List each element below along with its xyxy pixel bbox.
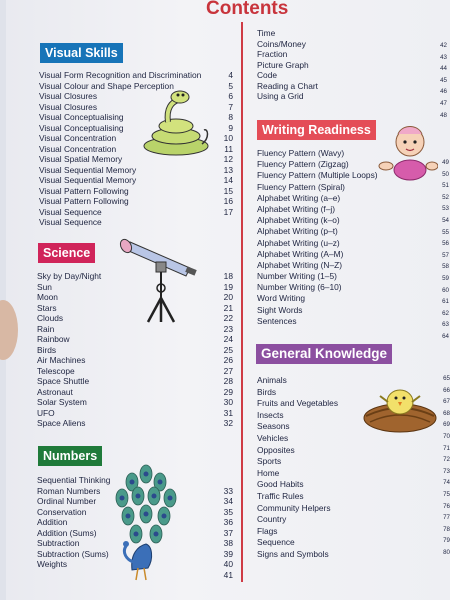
toc-entry-page: 54 xyxy=(442,216,449,224)
toc-entry-page: 62 xyxy=(442,309,449,317)
toc-entry-label: Conservation xyxy=(37,506,87,517)
toc-entry-label: Home xyxy=(257,467,280,478)
toc-entry-label: Fruits and Vegetables xyxy=(257,398,339,409)
toc-entry-page: 17 xyxy=(223,206,233,217)
section-header-visual-skills: Visual Skills xyxy=(40,43,123,63)
toc-entry-label: Alphabet Writing (N–Z) xyxy=(257,259,343,270)
toc-entry-page: 11 xyxy=(224,143,233,154)
toc-entry-page: 6 xyxy=(228,91,233,101)
toc-entry-label: Sentences xyxy=(257,315,297,326)
toc-entry-label: Number Writing (1–5) xyxy=(257,271,337,282)
telescope-icon xyxy=(116,238,204,326)
toc-entry-page: 80 xyxy=(443,548,450,556)
toc-entry-page: 74 xyxy=(443,479,450,487)
snake-icon xyxy=(138,88,216,158)
toc-entry-label: Visual Colour and Shape Perception xyxy=(39,80,174,91)
toc-entry-page: 4 xyxy=(228,70,233,80)
toc-entry-label: Visual Concentration xyxy=(39,143,117,154)
toc-entry-label: Alphabet Writing (A–M) xyxy=(257,248,344,259)
toc-entry-page: 9 xyxy=(228,122,233,133)
toc-entry-page: 77 xyxy=(443,514,450,522)
toc-entry-label: Subtraction (Sums) xyxy=(37,548,109,559)
toc-entry-label: Visual Pattern Following xyxy=(39,196,129,206)
toc-entry-label: Code xyxy=(257,70,278,80)
toc-entry xyxy=(37,366,233,377)
toc-entry-label: UFO xyxy=(37,407,55,418)
toc-entry-page: 72 xyxy=(443,456,450,464)
toc-entry-label: Fraction xyxy=(257,49,288,59)
toc-entry-label: Traffic Rules xyxy=(257,490,304,501)
toc-entry-label: Picture Graph xyxy=(257,59,309,70)
toc-entry-label: Sight Words xyxy=(257,304,303,315)
toc-entry-label: Addition xyxy=(37,517,68,527)
toc-entry-page: 60 xyxy=(442,286,449,294)
toc-entry-label: Visual Closures xyxy=(39,91,98,101)
toc-entry xyxy=(39,196,233,207)
toc-entry-page: 34 xyxy=(223,496,233,506)
toc-entry-label: Sequence xyxy=(257,537,295,548)
toc-entry-label: Ordinal Number xyxy=(37,496,97,506)
toc-entry-page: 37 xyxy=(223,527,233,538)
toc-entry-label: Alphabet Writing (f–j) xyxy=(257,203,336,214)
toc-entry-label: Space Aliens xyxy=(37,418,86,428)
contents-page xyxy=(6,0,450,600)
toc-entry-label: Sequential Thinking xyxy=(37,475,111,485)
toc-entry-page: 57 xyxy=(442,251,449,259)
toc-entry-label: Moon xyxy=(37,292,58,302)
toc-entry xyxy=(39,175,233,186)
toc-entry-page: 71 xyxy=(443,444,450,452)
toc-entry-page: 24 xyxy=(223,334,233,344)
toc-entry-label: Visual Conceptualising xyxy=(39,112,124,122)
toc-entry-page: 64 xyxy=(442,332,449,340)
toc-entry-label: Solar System xyxy=(37,397,87,407)
toc-entry-page: 38 xyxy=(223,538,233,548)
toc-entry-label: Seasons xyxy=(257,421,290,432)
toc-entry-label: Number Writing (6–10) xyxy=(257,282,342,293)
toc-entry-page: 79 xyxy=(443,537,450,545)
toc-entry-page: 51 xyxy=(442,182,449,190)
toc-entry-page: 21 xyxy=(223,302,233,313)
toc-entry-page: 33 xyxy=(223,485,233,496)
toc-entry xyxy=(37,397,233,408)
toc-entry xyxy=(39,165,233,176)
toc-entry-page: 66 xyxy=(443,386,450,394)
toc-entry xyxy=(37,355,233,366)
section-header-science: Science xyxy=(38,243,95,263)
toc-entry-page: 47 xyxy=(440,99,447,107)
toc-entry-label: Fluency Pattern (Wavy) xyxy=(257,148,345,158)
toc-entry-label: Alphabet Writing (k–o) xyxy=(257,215,340,226)
toc-entry-label: Roman Numbers xyxy=(37,485,101,496)
toc-entry-label: Sun xyxy=(37,281,52,292)
toc-entry-page: 44 xyxy=(440,65,447,73)
toc-entry-label: Coins/Money xyxy=(257,38,306,49)
toc-entry-page: 65 xyxy=(443,375,450,382)
toc-entry xyxy=(37,387,233,398)
toc-entry-page: 20 xyxy=(223,292,233,302)
toc-entry-label: Country xyxy=(257,514,287,525)
toc-entry-page: 41 xyxy=(223,569,233,580)
toc-entry-page: 22 xyxy=(223,313,233,323)
toc-entry-label: Time xyxy=(257,28,276,38)
toc-entry-page: 39 xyxy=(223,548,233,559)
toc-entry-label: Clouds xyxy=(37,313,64,323)
toc-entry-page: 63 xyxy=(442,321,449,329)
toc-entry-label: Flags xyxy=(257,525,278,536)
toc-entry xyxy=(37,418,233,429)
toc-entry-label: Alphabet Writing (p–t) xyxy=(257,226,338,237)
toc-entry-page: 61 xyxy=(442,298,449,306)
toc-entry-page: 56 xyxy=(442,240,449,248)
toc-entry-label: Astronaut xyxy=(37,386,73,397)
toc-entry-label: Sky by Day/Night xyxy=(37,271,102,281)
baby-icon xyxy=(378,122,438,184)
toc-entry xyxy=(37,345,233,356)
toc-entry-label: Vehicles xyxy=(257,432,289,443)
toc-entry-page: 35 xyxy=(223,506,233,517)
toc-entry-label: Fluency Pattern (Multiple Loops) xyxy=(257,170,378,181)
toc-entry-page: 27 xyxy=(223,365,233,376)
toc-entry-label: Visual Spatial Memory xyxy=(39,154,123,164)
toc-entry-page: 49 xyxy=(442,159,449,166)
toc-entry-label: Insects xyxy=(257,409,284,420)
toc-entry-page: 18 xyxy=(223,271,233,281)
toc-entry-page: 53 xyxy=(442,205,449,213)
section-header-numbers: Numbers xyxy=(38,446,102,466)
toc-entry-label: Space Shuttle xyxy=(37,376,90,386)
toc-entry-page: 12 xyxy=(223,154,233,164)
toc-entry-label: Birds xyxy=(37,344,57,355)
toc-entry-page: 13 xyxy=(223,164,233,175)
toc-entry-label: Visual Sequence xyxy=(39,206,102,217)
toc-entry-page: 10 xyxy=(223,133,233,143)
toc-entry-page: 15 xyxy=(223,185,233,196)
toc-entry-page: 14 xyxy=(223,175,233,185)
toc-entry-label: Visual Conceptualising xyxy=(39,122,124,133)
toc-entry-page: 46 xyxy=(440,88,447,96)
thumb xyxy=(0,300,18,360)
toc-entry xyxy=(37,334,233,345)
toc-entry-label: Rainbow xyxy=(37,334,70,344)
toc-entry-label: Weights xyxy=(37,559,68,569)
toc-entry-page: 76 xyxy=(443,502,450,510)
toc-entry-page: 55 xyxy=(442,228,449,236)
peacock-icon xyxy=(112,462,180,582)
toc-entry-page: 42 xyxy=(440,42,447,49)
toc-entry-label: Alphabet Writing (a–e) xyxy=(257,192,341,203)
toc-entry-page: 25 xyxy=(223,344,233,355)
toc-entry-page: 78 xyxy=(443,525,450,533)
toc-entry-label: Visual Sequential Memory xyxy=(39,175,137,185)
toc-entry-label: Community Helpers xyxy=(257,502,331,513)
toc-entry-page: 75 xyxy=(443,490,450,498)
toc-entry-label: Visual Closures xyxy=(39,101,98,112)
toc-entry-label: Rain xyxy=(37,323,55,334)
toc-entry-page: 23 xyxy=(223,323,233,334)
toc-entry-page: 67 xyxy=(443,398,450,406)
toc-entry-page: 45 xyxy=(440,76,447,84)
toc-entry-label: Visual Sequential Memory xyxy=(39,164,137,175)
toc-entry-label: Visual Form Recognition and Discrimination xyxy=(39,70,202,80)
toc-entry-label: Visual Pattern Following xyxy=(39,185,129,196)
toc-entry-label: Telescope xyxy=(37,365,75,376)
toc-entry xyxy=(37,376,233,387)
toc-entry-page: 52 xyxy=(442,193,449,201)
toc-entry-label: Visual Sequence xyxy=(39,217,102,227)
toc-entry-page: 36 xyxy=(223,517,233,527)
toc-entry-page: 7 xyxy=(228,101,233,112)
section-header-general-knowledge: General Knowledge xyxy=(256,344,392,364)
toc-entry-page: 50 xyxy=(442,170,449,178)
top-right-page-numbers xyxy=(433,40,447,121)
toc-entry-label: Birds xyxy=(257,386,277,397)
toc-entry-label: Good Habits xyxy=(257,479,304,490)
toc-entry-page: 70 xyxy=(443,432,450,440)
toc-entry-label: Fluency Pattern (Spiral) xyxy=(257,181,345,192)
toc-entry-label: Animals xyxy=(257,375,287,385)
toc-entry-label: Sports xyxy=(257,456,282,467)
toc-entry xyxy=(39,217,233,228)
section-header-writing-readiness: Writing Readiness xyxy=(257,120,376,140)
toc-entry-page: 73 xyxy=(443,467,450,475)
toc-entry-label: Addition (Sums) xyxy=(37,527,97,538)
toc-entry-page: 19 xyxy=(223,281,233,292)
toc-entry-page: 59 xyxy=(442,274,449,282)
toc-entry-page: 28 xyxy=(223,376,233,386)
bird-nest-icon xyxy=(360,380,440,436)
toc-entry-page: 40 xyxy=(223,559,233,569)
toc-entry-page: 26 xyxy=(223,355,233,365)
toc-entry-label: Signs and Symbols xyxy=(257,548,329,559)
toc-entry-page: 48 xyxy=(440,111,447,119)
toc-entry xyxy=(39,207,233,218)
writing-readiness-page-numbers xyxy=(435,157,449,343)
toc-entry-page: 31 xyxy=(223,407,233,418)
toc-entry-page: 8 xyxy=(228,112,233,122)
toc-entry-page: 32 xyxy=(223,418,233,428)
toc-entry-label: Air Machines xyxy=(37,355,86,365)
toc-entry-page: 16 xyxy=(223,196,233,206)
toc-entry-label: Visual Concentration xyxy=(39,133,117,143)
top-right-list xyxy=(257,28,427,102)
toc-entry-label: Using a Grid xyxy=(257,91,304,101)
column-divider xyxy=(241,22,243,582)
toc-entry-page: 68 xyxy=(443,409,450,417)
toc-entry xyxy=(37,408,233,419)
toc-entry-label: Fluency Pattern (Zigzag) xyxy=(257,159,349,170)
toc-entry-page: 30 xyxy=(223,397,233,407)
toc-entry-label: Alphabet Writing (u–z) xyxy=(257,237,340,248)
toc-entry-label: Subtraction xyxy=(37,538,80,548)
toc-entry xyxy=(39,186,233,197)
page-title: Contents xyxy=(206,0,289,19)
toc-entry-label: Word Writing xyxy=(257,293,306,304)
toc-entry xyxy=(39,70,233,81)
toc-entry-page: 29 xyxy=(223,386,233,397)
toc-entry-page: 69 xyxy=(443,421,450,429)
toc-entry-page: 58 xyxy=(442,263,449,271)
toc-entry-label: Opposites xyxy=(257,444,295,455)
toc-entry-page: 5 xyxy=(228,80,233,91)
toc-entry-page: 43 xyxy=(440,53,447,61)
toc-entry-label: Stars xyxy=(37,302,57,313)
toc-entry-label: Reading a Chart xyxy=(257,80,318,91)
